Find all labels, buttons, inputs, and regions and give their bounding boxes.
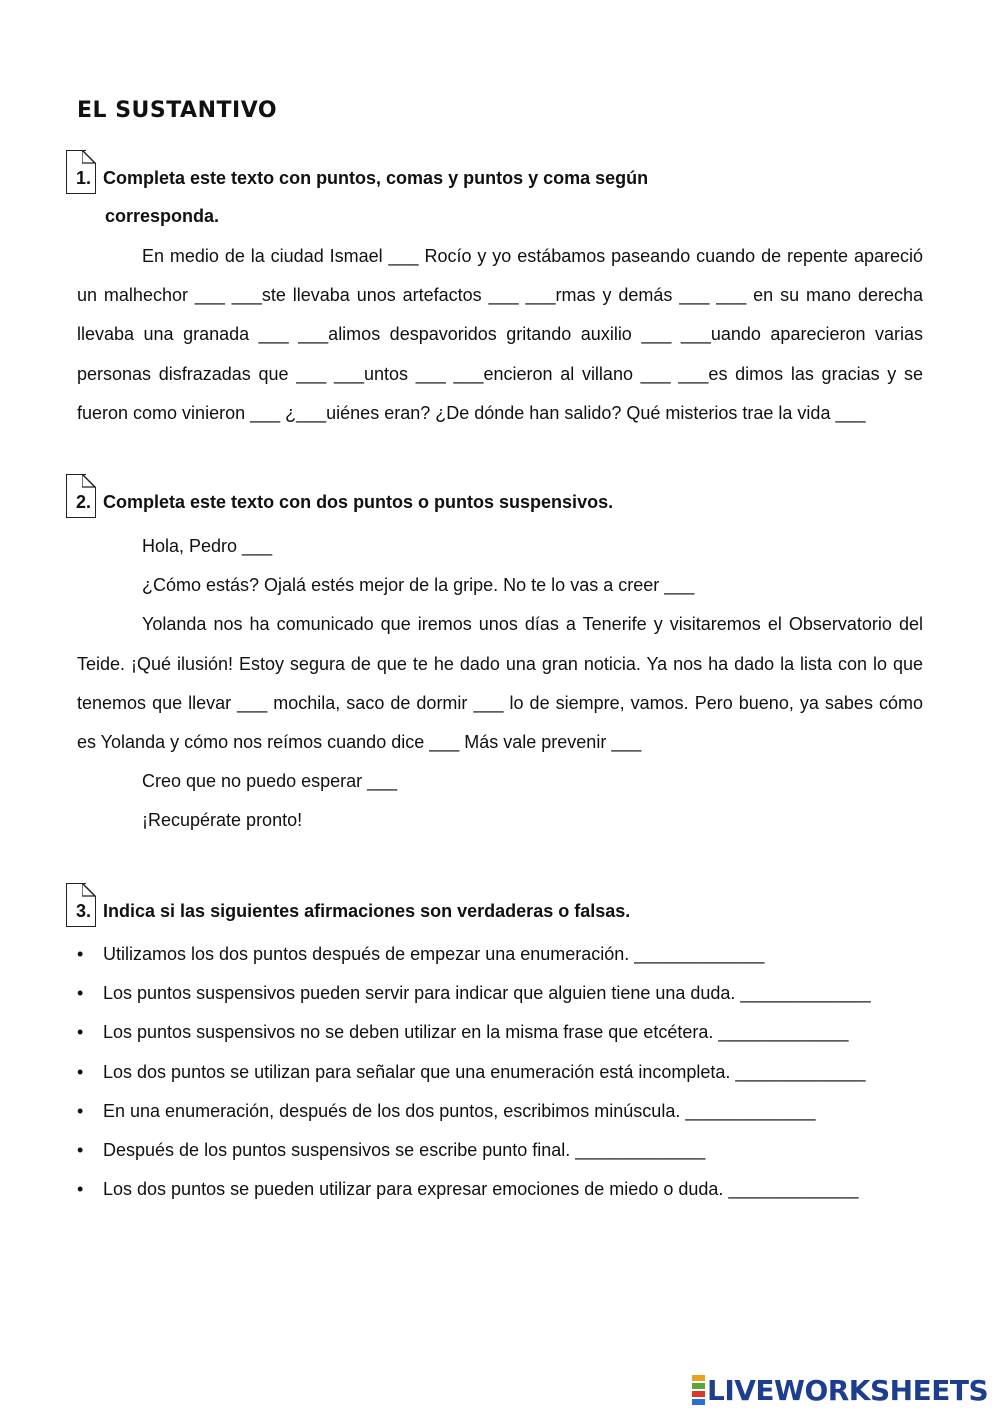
- section-3-heading: [66, 892, 630, 931]
- section-2-letter: [77, 527, 923, 841]
- page-fold-icon: [82, 150, 96, 164]
- section-1-heading-text: Completa este texto con puntos, comas y puntos y coma según: [103, 168, 649, 188]
- section-1-heading: [66, 159, 648, 198]
- letter-closing: ¡Recupérate pronto!: [142, 810, 303, 831]
- section-2-number: 2.: [76, 492, 92, 512]
- section-1-paragraph: En medio de la ciudad Ismael ___ Rocío y yo estábamos paseando cuando de repente apareció un malhechor ___ ___ste llevaba unos artefactos ___ ___rmas y demás ___ ___ en su mano derecha llevaba una granada ___ ___alimos despavoridos gritando auxilio ___ ___uando aparecieron varias personas disfrazadas que ___ ___untos ___ ___encieron al villano ___ ___es dimos las gracias y se fueron como vinieron ___ ¿___uiénes eran? ¿De dónde han salido? Qué misterios trae la vida ___: [77, 246, 923, 423]
- section-3-number: 3.: [76, 901, 92, 921]
- letter-greeting: Hola, Pedro ___: [142, 536, 273, 556]
- statement-item[interactable]: • Los puntos suspensivos no se deben utilizar en la misma frase que etcétera. _____________: [77, 1013, 923, 1052]
- statement-item[interactable]: • Los dos puntos se pueden utilizar para expresar emociones de miedo o duda. _____________: [77, 1170, 923, 1209]
- page-fold-icon: [82, 474, 96, 488]
- section-2-number-box: [66, 487, 96, 518]
- letter-line: Creo que no puedo esperar ___: [142, 771, 398, 792]
- liveworksheets-logo: [692, 1374, 988, 1406]
- letter-line: ¿Cómo estás? Ojalá estés mejor de la gripe. No te lo vas a creer ___: [142, 575, 695, 596]
- section-3-number-box: [66, 896, 96, 927]
- letter-paragraph: Yolanda nos ha comunicado que iremos unos días a Tenerife y visitaremos el Observatorio del Teide. ¡Qué ilusión! Estoy segura de que te he dado una gran noticia. Ya nos ha dado la lista con lo que tenemos que llevar ___ mochila, saco de dormir ___ lo de siempre, vamos. Pero bueno, ya sabes cómo es Yolanda y cómo nos reímos cuando dice ___ Más vale prevenir ___: [77, 614, 923, 753]
- statement-item[interactable]: • Después de los puntos suspensivos se escribe punto final. _____________: [77, 1131, 923, 1170]
- page-fold-icon: [82, 883, 96, 897]
- statement-list: [77, 935, 923, 1209]
- logo-text: LIVEWORKSHEETS: [707, 1373, 989, 1407]
- section-1-number-box: [66, 163, 96, 194]
- page-title: EL SUSTANTIVO: [77, 98, 278, 123]
- statement-item[interactable]: • Los dos puntos se utilizan para señalar que una enumeración está incompleta. _____________: [77, 1053, 923, 1092]
- section-2-heading-text: Completa este texto con dos puntos o puntos suspensivos.: [103, 492, 614, 512]
- section-2-heading: [66, 483, 613, 522]
- section-3-heading-text: Indica si las siguientes afirmaciones son verdaderas o falsas.: [103, 901, 631, 921]
- section-1-number: 1.: [76, 168, 92, 188]
- section-1-heading-continued: corresponda.: [105, 206, 220, 226]
- logo-blocks-icon: [692, 1375, 705, 1405]
- statement-item[interactable]: • En una enumeración, después de los dos puntos, escribimos minúscula. _____________: [77, 1092, 923, 1131]
- statement-item[interactable]: • Utilizamos los dos puntos después de empezar una enumeración. _____________: [77, 935, 923, 974]
- statement-item[interactable]: • Los puntos suspensivos pueden servir para indicar que alguien tiene una duda. _____________: [77, 974, 923, 1013]
